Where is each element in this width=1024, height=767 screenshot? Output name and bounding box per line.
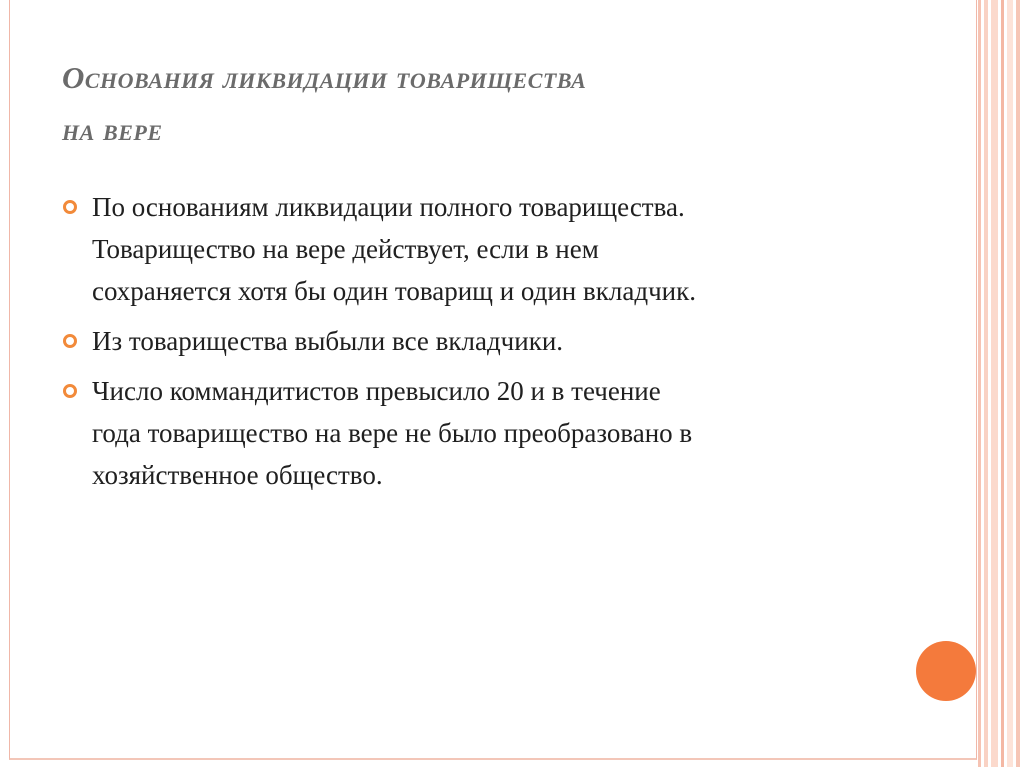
title-line-1: Основания ликвидации товарищества — [62, 60, 587, 95]
stripe — [978, 0, 981, 767]
bullet-2-line-1: Из товарищества выбыли все вкладчики. — [92, 326, 564, 356]
ring-bullet-icon — [63, 200, 77, 214]
ring-bullet-icon — [63, 334, 77, 348]
bullet-item-2 — [62, 320, 892, 362]
bullet-1-line-2: Товарищество на вере действует, если в нем — [92, 234, 599, 264]
stripe — [991, 0, 998, 767]
bullet-list — [62, 186, 892, 504]
bullet-1-line-1: По основаниям ликвидации полного товарищества. — [92, 192, 685, 222]
ring-bullet-icon — [63, 384, 77, 398]
bullet-item-3 — [62, 370, 892, 496]
stripe — [984, 0, 988, 767]
bullet-item-1 — [62, 186, 892, 312]
slide-title — [62, 52, 922, 156]
stripe — [1007, 0, 1013, 767]
stripe — [1001, 0, 1004, 767]
decorative-stripes — [978, 0, 1024, 767]
orange-circle-icon — [916, 641, 976, 701]
bullet-1-line-3: сохраняется хотя бы один товарищ и один вкладчик. — [92, 276, 696, 306]
stripe — [1016, 0, 1020, 767]
bullet-3-line-1: Число коммандитистов превысило 20 и в течение — [92, 376, 661, 406]
bullet-3-line-3: хозяйственное общество. — [92, 460, 383, 490]
bullet-3-line-2: года товарищество на вере не было преобразовано в — [92, 418, 693, 448]
title-line-2: на вере — [62, 112, 163, 147]
